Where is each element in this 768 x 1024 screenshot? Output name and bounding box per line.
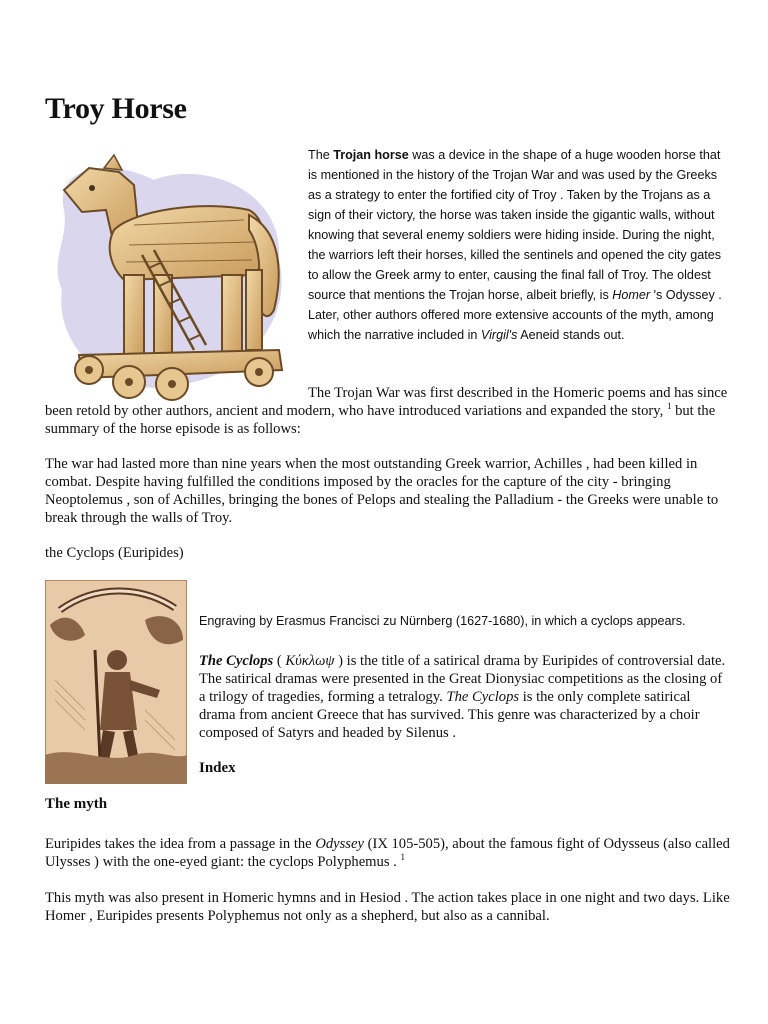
war-summary-paragraph: The war had lasted more than nine years when the most outstanding Greek warrior, Achilles , had been killed in combat. Despite having fulfilled the conditions imposed by the oracles for the capture of the city - bringing Neoptolemus , son of Achilles, bringing the bones of Pelops and stealing the Palladium - the Greeks were unable to break through the walls of Troy. (45, 456, 719, 526)
page-title: Troy Horse (45, 92, 187, 125)
p2-text: The Trojan War was first described in the Homeric poems and has since been retold by other authors, ancient and modern, who have introduced variations and expanded the story, (45, 385, 728, 419)
intro-text-3: 's Odyssey . Later, other authors offered more extensive accounts of the myth, among which the narrative included in (308, 288, 722, 342)
p5-text-2: (IX 105-505), about the famous fight of Odysseus (also called Ulysses ) with the one-eyed giant: the cyclops Polyphemus . (45, 836, 730, 870)
intro-link-virgil: Virgil's (480, 328, 518, 342)
myth-paragraph-1 (45, 835, 735, 871)
cyclops-title: The Cyclops (199, 653, 274, 669)
intro-bold-trojan-horse: Trojan horse (333, 148, 409, 162)
footnote-ref[interactable]: 1 (400, 852, 405, 863)
cyclops-text-1: ( (273, 653, 286, 669)
myth-paragraph-2: This myth was also present in Homeric hymns and in Hesiod . The action takes place in one night and two days. Like Homer , Euripides presents Polyphemus not only as a shepherd, but also as a cannibal. (45, 890, 730, 924)
p2-tail: but the summary of the horse episode is as follows: (45, 403, 716, 437)
trojan-war-paragraph (45, 384, 735, 438)
trojan-horse-image (44, 150, 302, 410)
cyclops-paragraph (199, 652, 729, 742)
cyclops-title-inline: The Cyclops (446, 689, 520, 705)
intro-link-homer: Homer (612, 288, 651, 302)
intro-text-1: The (308, 148, 334, 162)
p5-odyssey: Odyssey (315, 836, 364, 852)
intro-paragraph (308, 145, 728, 345)
engraving-caption: Engraving by Erasmus Francisci zu Nürnberg (1627-1680), in which a cyclops appears. (199, 614, 686, 628)
cyclops-text-3: is the only complete satirical drama from ancient Greece that has survived. This genre was characterized by a choir composed of Satyrs and headed by Silenus . (199, 689, 700, 741)
p5-text-1: Euripides takes the idea from a passage in the (45, 836, 316, 852)
cyclops-text-2: ) is the title of a satirical drama by Euripides of controversial date. The satirical dramas were presented in the Great Dionysiac competitions as the closing of a trilogy of tragedies, forming a tetralogy. (199, 653, 726, 705)
intro-text-2: was a device in the shape of a huge wooden horse that is mentioned in the history of the Trojan War and was used by the Greeks as a strategy to enter the fortified city of Troy . Taken by the Trojans as a sign of their victory, the horse was taken inside the gigantic walls, without knowing that several enemy soldiers were hiding inside. During the night, the warriors left their horses, killed the sentinels and opened the city gates to allow the Greek army to enter, causing the final fall of Troy. The oldest source that mentions the Trojan horse, albeit briefly, is (308, 148, 722, 302)
myth-heading: The myth (45, 796, 108, 812)
index-heading[interactable]: Index (199, 760, 236, 776)
cyclops-greek-name: Κύκλωψ (285, 653, 335, 669)
cyclops-engraving-image (45, 580, 187, 784)
footnote-ref[interactable]: 1 (666, 401, 672, 412)
cyclops-section-label: the Cyclops (Euripides) (45, 545, 184, 561)
intro-text-4: Aeneid stands out. (517, 328, 625, 342)
